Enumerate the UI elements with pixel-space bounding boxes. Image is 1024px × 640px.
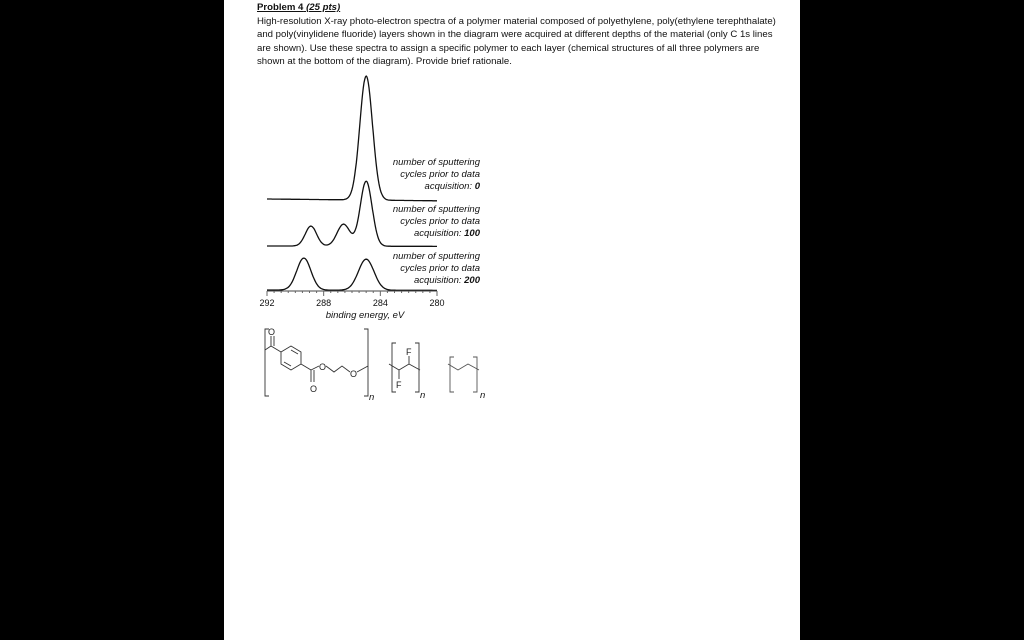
x-tick-label: 284 [372, 298, 388, 308]
atom-o: O [350, 369, 358, 379]
atom-o: O [319, 362, 327, 372]
atom-o: O [310, 384, 318, 394]
subscript-n: n [369, 392, 375, 403]
subscript-n: n [420, 390, 426, 401]
spectrum-label: acquisition: 200 [413, 275, 480, 286]
spectrum-label: number of sputtering [392, 251, 480, 262]
problem-text: High-resolution X-ray photo-electron spectra of a polymer material composed of polyethylene, poly(ethylene terephthalate) and poly(vinylidene fluoride) layers shown in the diagram were acquired at different depths of the material (only C 1s lines are shown). Use these spectra to assign a specific polymer to each layer (chemical structures of all three polymers are shown at the bottom of the diagram). Provide brief rationale. [257, 15, 776, 68]
subscript-n: n [480, 390, 486, 401]
x-tick-label: 280 [429, 298, 445, 308]
pet-structure [265, 327, 374, 403]
spectrum-label: cycles prior to data [400, 169, 480, 180]
x-tick-label: 288 [316, 298, 332, 308]
atom-f: F [406, 347, 412, 357]
spectrum-label: number of sputtering [392, 157, 480, 168]
pe-structure [448, 357, 485, 401]
x-tick-label: 292 [259, 298, 275, 308]
spectrum-label: cycles prior to data [400, 263, 480, 274]
spectrum-label: cycles prior to data [400, 216, 480, 227]
spectrum-label: acquisition: 100 [413, 228, 480, 239]
xps-chart [224, 0, 800, 640]
document-page [224, 0, 800, 640]
x-axis-label: binding energy, eV [325, 310, 405, 321]
spectrum-line-0 [267, 76, 437, 201]
problem-title: Problem 4 (25 pts) [257, 2, 341, 13]
atom-f: F [396, 380, 402, 390]
spectrum-label: number of sputtering [392, 204, 480, 215]
pvdf-structure [389, 343, 425, 401]
atom-o: O [268, 327, 276, 337]
spectrum-label: acquisition: 0 [424, 181, 480, 192]
